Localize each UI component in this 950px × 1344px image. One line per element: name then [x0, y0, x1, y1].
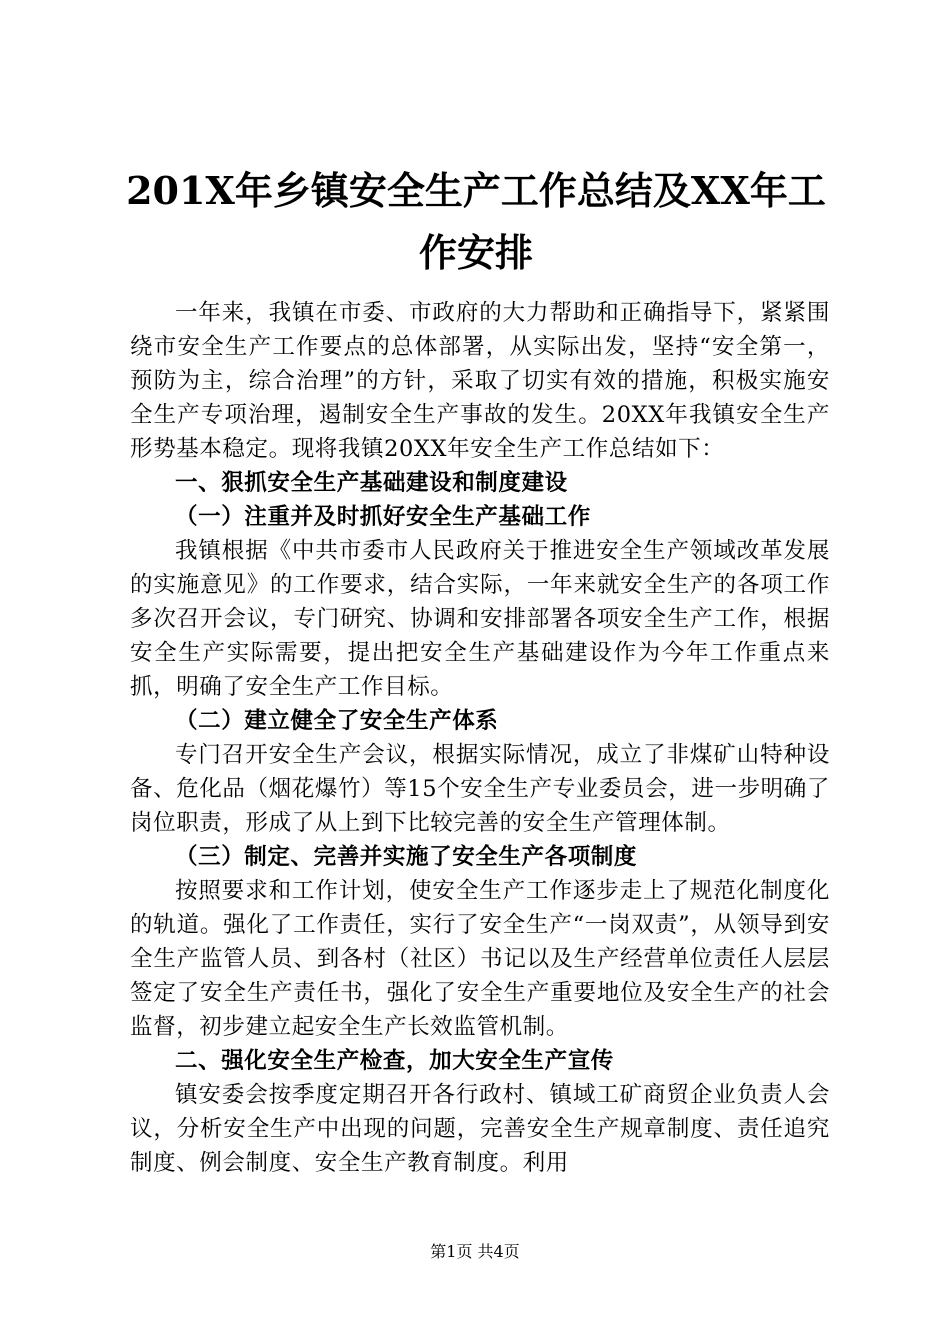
document-body	[130, 296, 830, 1180]
paragraph-2: 镇安委会按季度定期召开各行政村、镇域工矿商贸企业负责人会议，分析安全生产中出现的问题，完善安全生产规章制度、责任追究制度、例会制度、安全生产教育制度。利用	[130, 1082, 830, 1176]
section-heading-1: 一、狠抓安全生产基础建设和制度建设	[175, 470, 568, 496]
subsection-heading-2: （二）建立健全了安全生产体系	[175, 708, 499, 734]
paragraph-intro: 一年来，我镇在市委、市政府的大力帮助和正确指导下，紧紧围绕市安全生产工作要点的总体部署，从实际出发，坚持“安全第一，预防为主，综合治理”的方针，采取了切实有效的措施，积极实施安全生产专项治理，遏制安全生产事故的发生。20XX年我镇安全生产形势基本稳定。现将我镇20XX年安全生产工作总结如下：	[130, 300, 830, 462]
paragraph-1-2: 专门召开安全生产会议，根据实际情况，成立了非煤矿山特种设备、危化品（烟花爆竹）等15个安全生产专业委员会，进一步明确了岗位职责，形成了从上到下比较完善的安全生产管理体制。	[130, 742, 830, 836]
document-title: 201X年乡镇安全生产工作总结及XX年工作安排	[126, 168, 826, 275]
paragraph-1-1: 我镇根据《中共市委市人民政府关于推进安全生产领域改革发展的实施意见》的工作要求，结合实际，一年来就安全生产的各项工作多次召开会议，专门研究、协调和安排部署各项安全生产工作，根据安全生产实际需要，提出把安全生产基础建设作为今年工作重点来抓，明确了安全生产工作目标。	[130, 538, 830, 700]
subsection-heading-1: （一）注重并及时抓好安全生产基础工作	[175, 504, 591, 530]
section-heading-2: 二、强化安全生产检查，加大安全生产宣传	[175, 1048, 614, 1074]
paragraph-1-3: 按照要求和工作计划，使安全生产工作逐步走上了规范化制度化的轨道。强化了工作责任，实行了安全生产“一岗双责”，从领导到安全生产监管人员、到各村（社区）书记以及生产经营单位责任人层层签定了安全生产责任书，强化了安全生产重要地位及安全生产的社会监督，初步建立起安全生产长效监管机制。	[130, 878, 830, 1040]
page-footer: 第1页 共4页	[430, 1242, 520, 1261]
subsection-heading-3: （三）制定、完善并实施了安全生产各项制度	[175, 844, 638, 870]
